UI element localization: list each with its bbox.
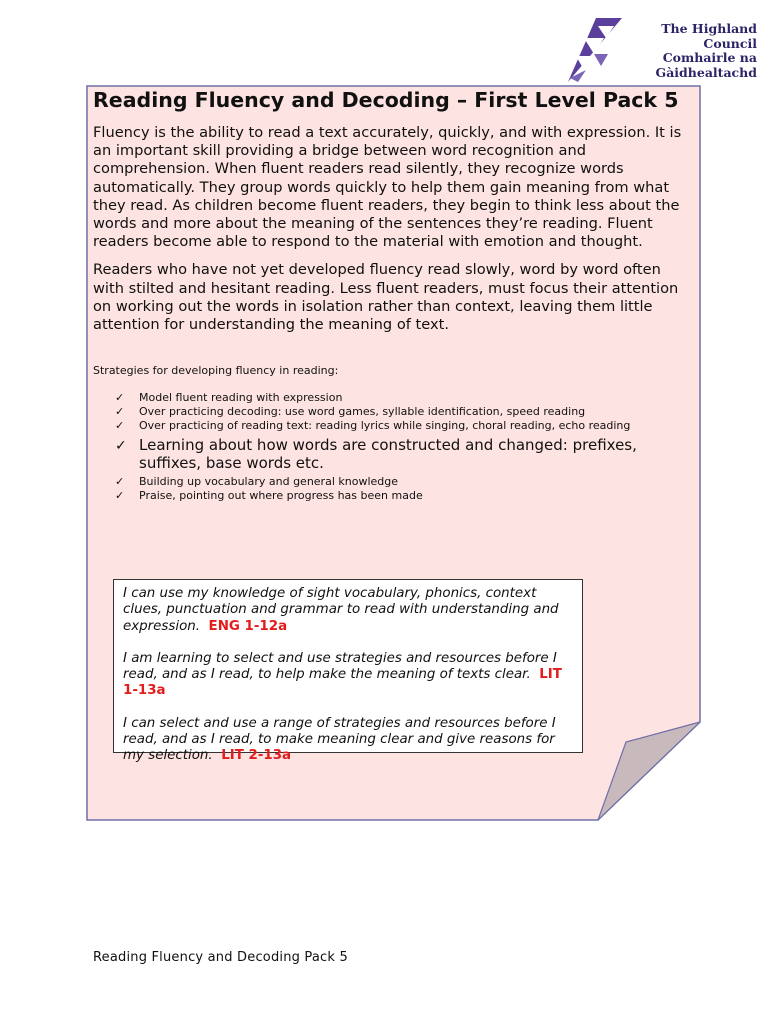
logo-line-4: Gàidhealtachd <box>655 64 757 80</box>
outcome-code: LIT 2-13a <box>221 748 292 764</box>
page-title: Reading Fluency and Decoding – First Level Pack 5 <box>93 88 679 112</box>
list-item: ✓ Model fluent reading with expression <box>115 391 343 405</box>
page-content <box>93 88 683 503</box>
outcome-lit-2-13a: I can select and use a range of strategies and resources before I read, and as I read, to make meaning clear and give reasons for my selection. LIT 2-13a <box>123 715 556 764</box>
check-icon: ✓ <box>115 419 125 433</box>
learning-outcomes-box <box>113 579 583 764</box>
strategies-list <box>93 391 683 503</box>
list-item: ✓ Praise, pointing out where progress has been made <box>115 489 423 503</box>
readers-paragraph: Readers who have not yet developed fluency read slowly, word by word often with stilted and hesitant reading. Less fluent readers, must focus their attention on working out the words in isolation rather than context, leaving them little attention for understanding the meaning of text. <box>93 261 679 334</box>
check-icon: ✓ <box>115 405 125 419</box>
outcome-lit-1-13a: I am learning to select and use strategies and resources before I read, and as I read, to help make the meaning of texts clear. LIT 1-13a <box>123 650 562 699</box>
intro-paragraph: Fluency is the ability to read a text accurately, quickly, and with expression. It is an important skill providing a bridge between word recognition and comprehension. When fluent readers read silently, they recognize words automatically. They group words quickly to help them gain meaning from what they read. As children become fluent readers, they begin to think less about the words and more about the meaning of the sentences they’re reading. Fluent readers become able to respond to the material with emotion and thought. <box>93 124 682 251</box>
outcome-code: LIT 1-13a <box>123 667 562 699</box>
logo-line-3: Comhairle na <box>662 50 757 66</box>
list-item: ✓ Over practicing decoding: use word games, syllable identification, speed reading <box>115 405 586 419</box>
outcome-eng-1-12a: I can use my knowledge of sight vocabulary, phonics, context clues, punctuation and grammar to read with understanding and expression. ENG 1-12a <box>123 586 559 634</box>
check-icon: ✓ <box>115 475 125 489</box>
logo-line-2: Council <box>703 35 757 51</box>
check-icon: ✓ <box>115 489 125 503</box>
check-icon: ✓ <box>115 438 127 455</box>
check-icon: ✓ <box>115 391 125 405</box>
list-item: ✓ Over practicing of reading text: reading lyrics while singing, choral reading, echo reading <box>115 419 631 433</box>
page-footer: Reading Fluency and Decoding Pack 5 <box>93 950 348 965</box>
list-item: ✓ Learning about how words are constructed and changed: prefixes, suffixes, base words etc. <box>115 436 637 473</box>
logo-line-1: The Highland <box>661 21 757 36</box>
list-item: ✓ Building up vocabulary and general knowledge <box>115 475 398 489</box>
strategies-heading: Strategies for developing fluency in reading: <box>93 364 339 378</box>
outcome-code: ENG 1-12a <box>208 618 288 634</box>
